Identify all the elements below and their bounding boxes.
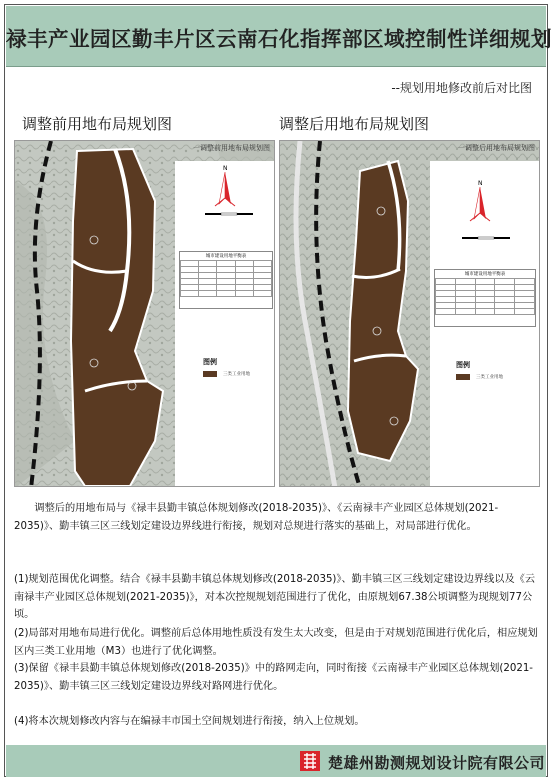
legend-swatch [203,371,217,377]
land-balance-table-title: 城市建设用地平衡表 [205,254,247,259]
paragraph-item-4: (4)将本次规划修改内容与在编禄丰市国土空间规划进行衔接，纳入上位规划。 [14,716,365,727]
legend-before [203,357,269,377]
svg-text:N: N [478,180,483,187]
paragraph-item-2: (2)局部对用地布局进行优化。调整前后总体用地性质没有发生太大改变，但是由于对规划范围进行优化后，相应规划区内三类工业用地（M3）也进行了优化调整。 [14,628,538,657]
panel-title-before: 调整前用地布局规划图 [22,115,173,133]
land-balance-table-title: 城市建设用地平衡表 [464,272,506,277]
legend-swatch [456,374,470,380]
map-before [14,140,275,487]
legend-title: 图例 [203,358,217,366]
company-logo-icon [298,749,322,773]
company-name: 楚雄州勘测规划设计院有限公司 [328,754,546,772]
legend-item-label: 三类工业用地 [223,372,250,377]
map-after-caption: 一调整后用地布局规划图 [458,144,535,152]
paragraph-item-3: (3)保留《禄丰县勤丰镇总体规划修改(2018-2035)》中的路网走向，同时衔接《云南禄丰产业园区总体规划(2021-2035)》、勤丰镇三区三线划定建设边界线对路网进行优化。 [14,663,533,692]
paragraph-item-1: (1)规划范围优化调整。结合《禄丰县勤丰镇总体规划修改(2018-2035)》、勤丰镇三区三线划定建设边界线以及《云南禄丰产业园区总体规划(2021-2035)》，对本次控规规划范围进行了优化，由原规划67.38公顷调整为现规划77公顷。 [14,574,536,621]
title-banner [6,6,552,67]
map-before-graphic [15,141,275,487]
legend-item-label: 三类工业用地 [476,375,503,380]
map-before-caption: 一调整前用地布局规划图 [193,144,270,152]
map-after [279,140,540,487]
svg-text:N: N [223,165,228,172]
page-subtitle: --规划用地修改前后对比图 [391,81,532,95]
scale-bar [462,237,510,239]
page-title: 禄丰产业园区勤丰片区云南石化指挥部区域控制性详细规划 [6,27,552,51]
land-balance-table-grid [435,278,535,315]
land-balance-table-grid [180,260,272,297]
legend-after [456,360,532,380]
land-balance-table-after [434,269,536,327]
legend-title: 图例 [456,361,470,369]
paragraph-intro: 调整后的用地布局与《禄丰县勤丰镇总体规划修改(2018-2035)》、《云南禄丰产业园区总体规划(2021-2035)》、勤丰镇三区三线划定建设边界线进行衔接，规划对总规进行落实的基础上，对局部进行优化。 [14,503,499,532]
footer-banner [6,745,546,777]
legend-item-industrial [203,371,269,377]
panel-title-after: 调整后用地布局规划图 [279,115,430,133]
scale-bar [205,213,253,215]
land-balance-table-before [179,251,273,309]
legend-item-industrial [456,374,532,380]
